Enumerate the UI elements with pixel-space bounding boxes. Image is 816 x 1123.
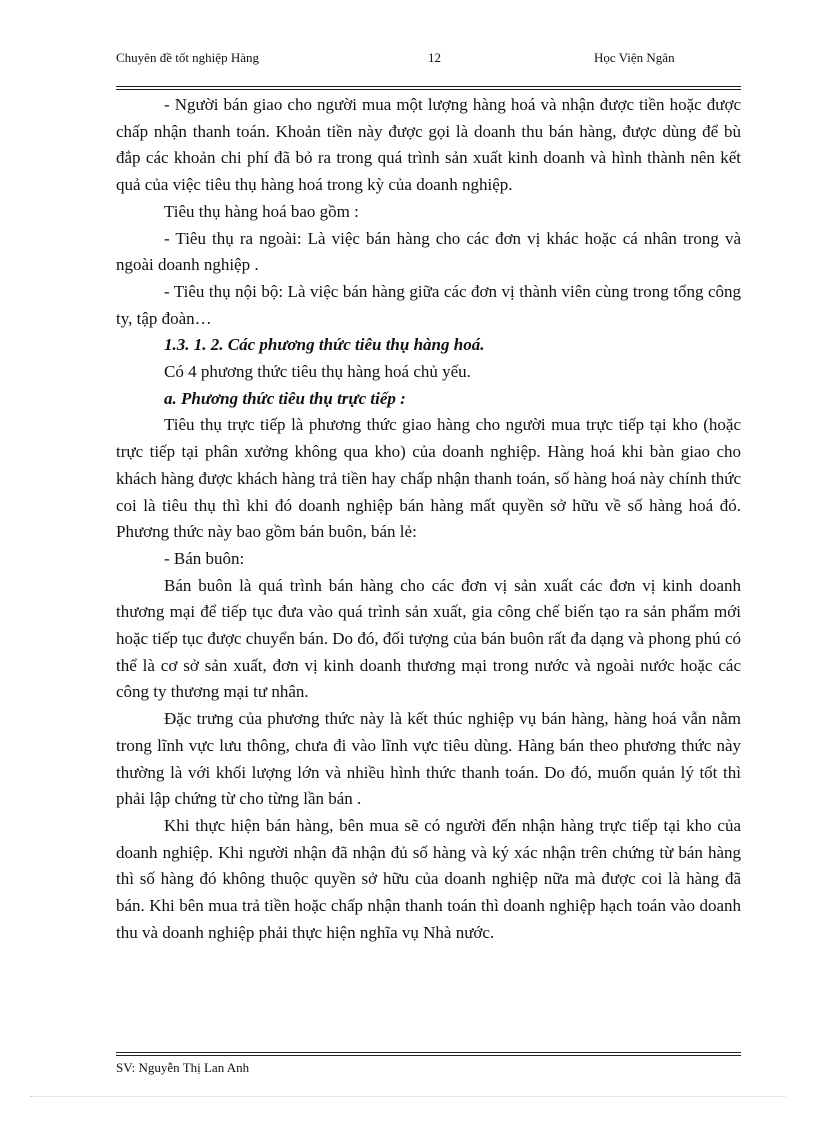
header-rule-top [116, 86, 741, 87]
paragraph: Khi thực hiện bán hàng, bên mua sẽ có người đến nhận hàng trực tiếp tại kho của doanh nghiệp. Khi người nhận đã nhận đủ số hàng và ký xác nhận trên chứng từ bán hàng thì số hàng đó không thuộc quyền sở hữu của doanh nghiệp nữa mà được coi là hàng đã bán. Khi bên mua trả tiền hoặc chấp nhận thanh toán thì doanh nghiệp hạch toán vào doanh thu và doanh nghiệp phải thực hiện nghĩa vụ Nhà nước. [116, 815, 741, 942]
paragraph: - Tiêu thụ nội bộ: Là việc bán hàng giữa các đơn vị thành viên cùng trong tổng công ty, tập đoàn… [116, 281, 741, 328]
footer-rule-top [116, 1052, 741, 1053]
page-header [116, 50, 741, 86]
section-heading: 1.3. 1. 2. Các phương thức tiêu thụ hàng hoá. [164, 335, 485, 355]
paragraph: - Bán buôn: [164, 548, 245, 568]
header-institution: Học Viện Ngân [594, 50, 675, 65]
footer-author: SV: Nguyễn Thị Lan Anh [116, 1060, 250, 1075]
subsection-heading: a. Phương thức tiêu thụ trực tiếp : [164, 388, 406, 408]
header-rule-bottom [116, 89, 741, 90]
paragraph: Tiêu thụ trực tiếp là phương thức giao hàng cho người mua trực tiếp tại kho (hoặc trực tiếp tại phân xưởng không qua kho) của doanh nghiệp. Hàng hoá khi bàn giao cho khách hàng được khách hàng trả tiền hay chấp nhận thanh toán, số hàng hoá này chính thức coi là tiêu thụ thì khi đó doanh nghiệp bán hàng mất quyền sở hữu về số hàng hoá đó. Phương thức này bao gồm bán buôn, bán lẻ: [116, 415, 741, 542]
paragraph: Bán buôn là quá trình bán hàng cho các đơn vị sản xuất các đơn vị kinh doanh thương mại để tiếp tục đưa vào quá trình sản xuất, gia công chế biến tạo ra sản phẩm mới hoặc tiếp tục được chuyển bán. Do đó, đối tượng của bán buôn rất đa dạng và phong phú có thể là cơ sở sản xuất, đơn vị kinh doanh thương mại trong nước và ngoài nước hoặc các công ty thương mại tư nhân. [116, 575, 741, 702]
footer-rule-bottom [116, 1055, 741, 1056]
page-edge-divider [30, 1096, 786, 1097]
paragraph: - Tiêu thụ ra ngoài: Là việc bán hàng cho các đơn vị khác hoặc cá nhân trong và ngoài doanh nghiệp . [116, 228, 741, 275]
paragraph: Tiêu thụ hàng hoá bao gồm : [164, 201, 359, 221]
document-body [116, 92, 741, 947]
page-number: 12 [428, 50, 441, 65]
paragraph: Đặc trưng của phương thức này là kết thúc nghiệp vụ bán hàng, hàng hoá vẫn nằm trong lĩnh vực lưu thông, chưa đi vào lĩnh vực tiêu dùng. Hàng bán theo phương thức này thường là với khối lượng lớn và nhiều hình thức thanh toán. Do đó, muốn quản lý tốt thì phải lập chứng từ cho từng lần bán . [116, 709, 741, 809]
paragraph: - Người bán giao cho người mua một lượng hàng hoá và nhận được tiền hoặc được chấp nhận thanh toán. Khoản tiền này được gọi là doanh thu bán hàng, được dùng để bù đắp các khoản chi phí đã bỏ ra trong quá trình sản xuất kinh doanh và hình thành nên kết quả của việc tiêu thụ hàng hoá trong kỳ của doanh nghiệp. [116, 95, 741, 195]
paragraph: Có 4 phương thức tiêu thụ hàng hoá chủ yếu. [164, 362, 471, 382]
header-title: Chuyên đề tốt nghiệp Hàng [116, 50, 259, 65]
